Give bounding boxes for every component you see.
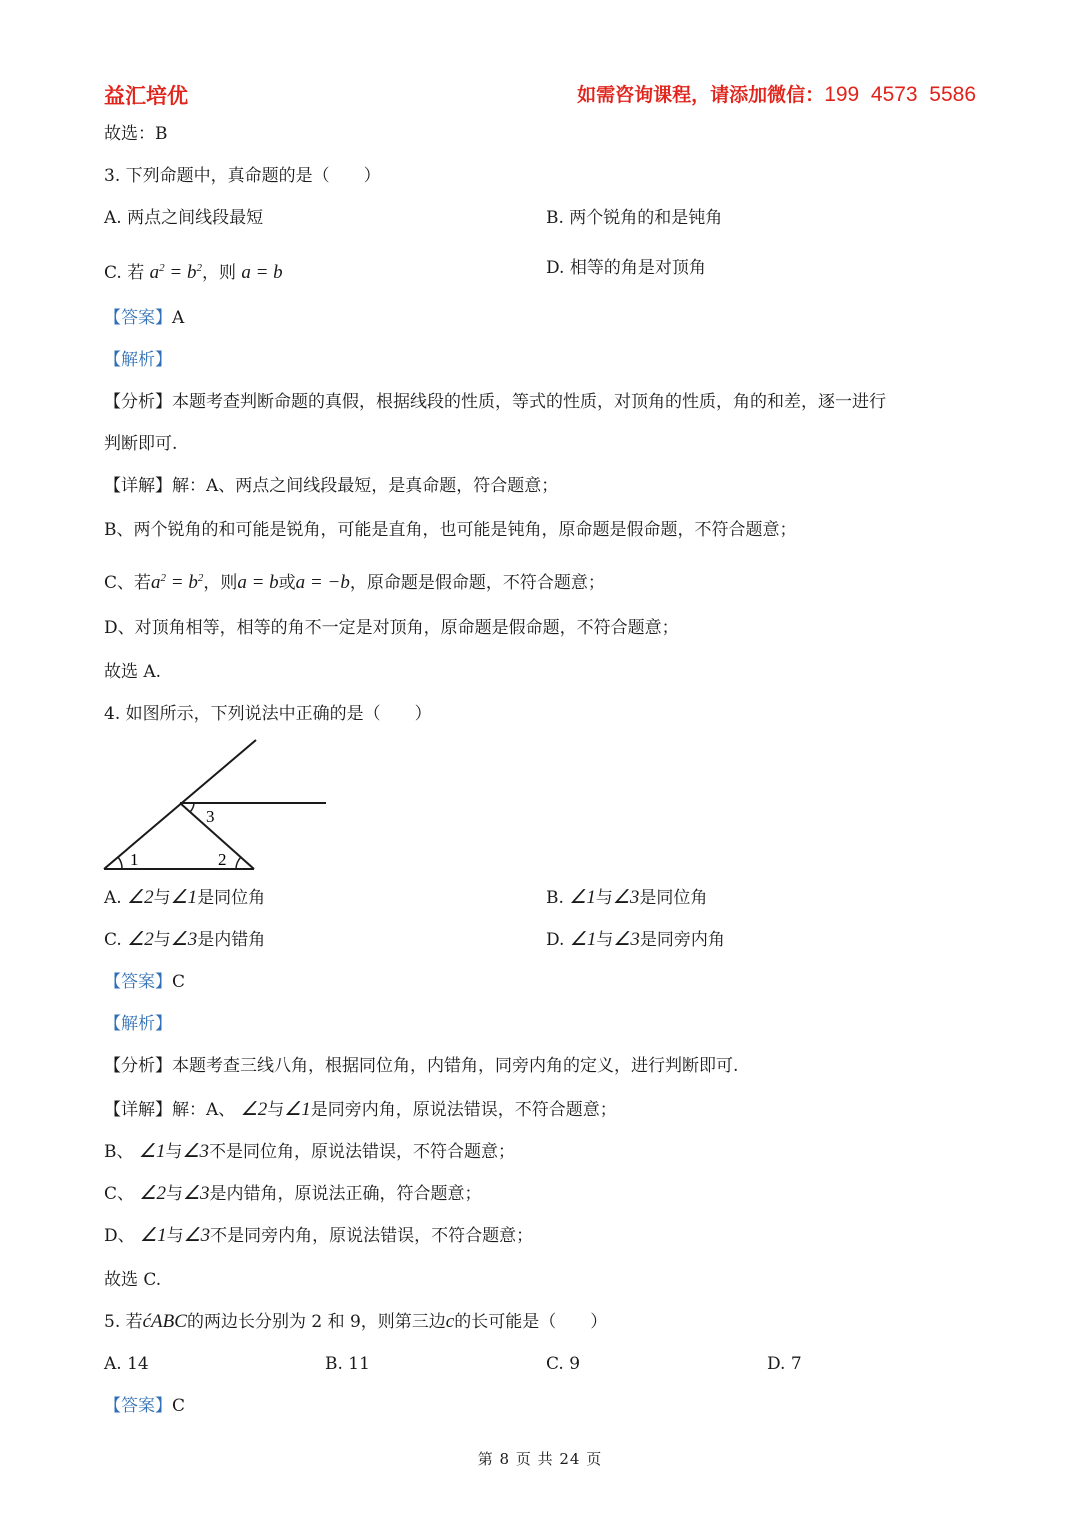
q5-stem-mid: 的两边长分别为 2 和 9，则第三边 xyxy=(186,1312,446,1332)
fenxi-tag: 【分析】 xyxy=(104,1056,172,1076)
contact-number: 199 4573 5586 xyxy=(824,83,976,106)
brand-title: 益汇培优 xyxy=(104,83,188,108)
opt-letter: D. xyxy=(546,930,565,950)
angle-2: ∠2 xyxy=(127,929,154,950)
detail-text: 是内错角，原说法正确，符合题意； xyxy=(209,1184,482,1204)
detail-c-suffix: ，原命题是假命题，不符合题意； xyxy=(349,573,605,593)
q5-option-d: D. 7 xyxy=(767,1354,802,1374)
contact-line xyxy=(577,80,976,107)
q5-option-b: B. 11 xyxy=(325,1354,370,1374)
answer-tag: 【答案】 xyxy=(104,972,172,992)
opt-letter: C. xyxy=(104,930,122,950)
contact-prefix: 如需咨询课程，请添加微信： xyxy=(577,84,825,106)
angle-3: ∠3 xyxy=(182,1141,209,1162)
q4-answer xyxy=(104,970,185,994)
q3-option-a: A. 两点之间线段最短 xyxy=(104,208,264,228)
opt-text: 与 xyxy=(153,888,171,908)
detail-text: 不是同旁内角，原说法错误，不符合题意； xyxy=(210,1226,534,1246)
q3-stem: 3. 下列命题中，真命题的是（ ） xyxy=(104,166,381,186)
q3-option-c xyxy=(104,256,283,285)
formula-a2-eq-b2: $a^2 = b^2$ xyxy=(151,572,204,593)
detail-text: 与 xyxy=(166,1226,184,1246)
detail-prefix: C、 xyxy=(104,1184,135,1204)
q4-option-a xyxy=(104,886,265,910)
q4-detail-b xyxy=(104,1140,515,1164)
q3-detail-d: D、对顶角相等，相等的角不一定是对顶角，原命题是假命题，不符合题意； xyxy=(104,618,679,638)
detail-c-mid2: 或 xyxy=(278,573,296,593)
detail-prefix: 解：A、 xyxy=(172,1100,236,1120)
angle-1: ∠1 xyxy=(140,1225,167,1246)
opt-text: 与 xyxy=(595,888,613,908)
angle-3: ∠3 xyxy=(183,1225,211,1246)
opt-letter: A. xyxy=(104,888,122,908)
angle2-label: 2 xyxy=(218,850,227,869)
q5-answer xyxy=(104,1394,185,1418)
opt-text: 与 xyxy=(596,930,614,950)
q3-option-d: D. 相等的角是对顶角 xyxy=(546,258,706,278)
angle-2: ∠2 xyxy=(139,1183,166,1204)
detail-text: 与 xyxy=(165,1142,183,1162)
q3-option-b: B. 两个锐角的和是钝角 xyxy=(546,208,723,228)
angle-figure xyxy=(96,734,336,874)
angle-1: ∠1 xyxy=(170,887,198,908)
triangle-abc: ćABC xyxy=(142,1311,187,1332)
fenxi-text: 本题考查三线八角，根据同位角，内错角，同旁内角的定义，进行判断即可. xyxy=(172,1056,739,1076)
opt-text: 与 xyxy=(153,930,171,950)
q3-option-c-prefix: C. 若 xyxy=(104,263,145,283)
q5-option-c: C. 9 xyxy=(546,1354,581,1374)
q3-detail-c xyxy=(104,566,605,595)
q4-detail-d xyxy=(104,1224,533,1248)
angle-2: ∠2 xyxy=(240,1099,268,1120)
fenxi-text: 本题考查判断命题的真假，根据线段的性质，等式的性质，对顶角的性质，角的和差，逐一进行 xyxy=(172,392,886,412)
detail-prefix: B、 xyxy=(104,1142,134,1162)
q3-detail-b: B、两个锐角的和可能是锐角，可能是直角，也可能是钝角，原命题是假命题，不符合题意； xyxy=(104,520,797,540)
q3-formula-a-eq-b: a = b xyxy=(241,262,283,283)
q5-stem-prefix: 5. 若 xyxy=(104,1312,143,1332)
var-c: c xyxy=(445,1311,455,1332)
answer-tag: 【答案】 xyxy=(104,308,172,328)
detail-text: 与 xyxy=(165,1184,183,1204)
answer-value: C xyxy=(172,972,186,992)
detail-text: 与 xyxy=(267,1100,285,1120)
side-line xyxy=(180,803,254,869)
q4-detail-a xyxy=(104,1098,617,1122)
q3-fenxi xyxy=(104,390,886,414)
angle3-arc xyxy=(190,803,194,812)
angle-1: ∠1 xyxy=(569,929,597,950)
q3-fenxi-cont: 判断即可. xyxy=(104,434,178,454)
angle-1: ∠1 xyxy=(569,887,596,908)
angle-2: ∠2 xyxy=(127,887,154,908)
detail-c-mid1: ，则 xyxy=(203,573,238,593)
angle-3: ∠3 xyxy=(613,929,640,950)
angle-3: ∠3 xyxy=(182,1183,210,1204)
prev-choice: 故选：B xyxy=(104,124,168,144)
q4-fenxi xyxy=(104,1054,738,1078)
page-footer: 第 8 页 共 24 页 xyxy=(477,1450,603,1468)
detail-text: 解：A、两点之间线段最短，是真命题，符合题意； xyxy=(172,476,559,496)
q4-option-d xyxy=(546,928,725,952)
angle-1: ∠1 xyxy=(138,1141,166,1162)
angle-3: ∠3 xyxy=(170,929,198,950)
q4-detail-c xyxy=(104,1182,482,1206)
detail-tag: 【详解】 xyxy=(104,1100,172,1120)
opt-text: 是同位角 xyxy=(639,888,708,908)
q4-stem: 4. 如图所示，下列说法中正确的是（ ） xyxy=(104,704,432,724)
q3-formula-a2-eq-b2: $a^2 = b^2$ xyxy=(149,262,202,283)
formula-a-eq-neg-b: a = −b xyxy=(295,572,350,593)
opt-text: 是同旁内角 xyxy=(639,930,725,950)
q5-option-a: A. 14 xyxy=(104,1354,149,1374)
q3-detail-a xyxy=(104,474,558,498)
angle1-arc xyxy=(118,857,122,869)
detail-text: 不是同位角，原说法错误，不符合题意； xyxy=(209,1142,515,1162)
formula-a-eq-b: a = b xyxy=(237,572,279,593)
angle2-arc xyxy=(236,857,241,869)
detail-text: 是同旁内角，原说法错误，不符合题意； xyxy=(310,1100,617,1120)
fenxi-tag: 【分析】 xyxy=(104,392,172,412)
q4-option-b xyxy=(546,886,707,910)
angle-3: ∠3 xyxy=(612,887,640,908)
q5-stem xyxy=(104,1310,607,1334)
angle1-label: 1 xyxy=(130,850,139,869)
answer-value: C xyxy=(172,1396,186,1416)
detail-prefix: D、 xyxy=(104,1226,135,1246)
q3-choice: 故选 A. xyxy=(104,662,162,682)
q3-answer xyxy=(104,306,184,330)
q4-analysis-tag: 【解析】 xyxy=(104,1014,172,1034)
q4-choice: 故选 C. xyxy=(104,1270,162,1290)
q3-analysis-tag: 【解析】 xyxy=(104,350,172,370)
opt-letter: B. xyxy=(546,888,564,908)
answer-tag: 【答案】 xyxy=(104,1396,172,1416)
q5-stem-suffix: 的长可能是（ ） xyxy=(454,1312,608,1332)
angle-1: ∠1 xyxy=(284,1099,311,1120)
opt-text: 是内错角 xyxy=(197,930,266,950)
q4-option-c xyxy=(104,928,265,952)
detail-c-prefix: C、若 xyxy=(104,573,152,593)
answer-value: A xyxy=(172,308,185,328)
q3-option-c-mid: ，则 xyxy=(201,263,236,283)
detail-tag: 【详解】 xyxy=(104,476,172,496)
angle3-label: 3 xyxy=(206,807,215,826)
opt-text: 是同位角 xyxy=(197,888,266,908)
